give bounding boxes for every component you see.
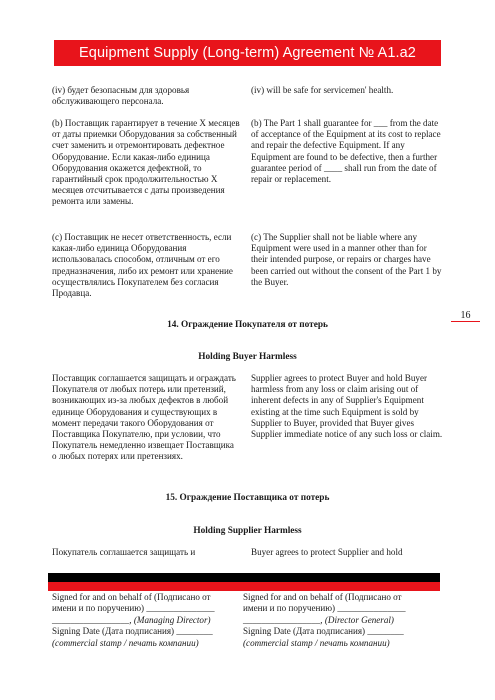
section-15-heading-ru: 15. Ограждение Поставщика от потерь: [165, 493, 330, 503]
section-15-body-ru: Покупатель соглашается защищать и: [52, 547, 196, 557]
document-title: Equipment Supply (Long-term) Agreement № A1.a2: [79, 45, 416, 61]
clause-c-en: (c) The Supplier shall not be liable where any Equipment were used in a manner other than for their intended purpose, or repairs or charges have been carried out without the consent of the Part 1 by the Buyer.: [251, 232, 442, 287]
clause-b-ru: (b) Поставщик гарантирует в течение X месяцев от даты приемки Оборудования за собственный счет заменить и отремонтировать дефектное Оборудование. Если какая-либо единица Оборудования окажется дефектной, то гарантийный срок продолжительностью X месяцев отсчитывается с даты произведения ремонта или замены.: [52, 118, 240, 207]
section-14-body-ru: Поставщик соглашается защищать и ограждать Покупателя от любых потерь или претензий, возникающих из-за любых дефектов в любой единице Оборудования и существующих в момент передачи такого Оборудования от Поставщика Покупателю, при условии, что Покупатель немедленно извещает Поставщика о любых потерях или претензиях.: [52, 373, 236, 462]
signing-date-line: Signing Date (Дата подписания) ________: [52, 626, 213, 637]
signature-title-line: _________________, (Managing Director): [52, 614, 211, 625]
clause-iv-en: (iv) will be safe for servicemen' health.: [251, 85, 394, 95]
clause-c-ru: (c) Поставщик не несет ответственность, если какая-либо единица Оборудования использовалась способом, отличным от его предназначения, либо их ремонт или хранение осуществлялись Покупателем без согласия Продавца.: [52, 232, 233, 299]
footer-black-band: [48, 573, 440, 582]
section-14-heading-en: Holding Buyer Harmless: [198, 352, 297, 362]
page-number-underline: [451, 321, 480, 322]
footer-red-band: [48, 582, 440, 591]
page-number: 16: [460, 310, 471, 321]
signature-line: имени и по поручению) _______________: [243, 603, 406, 614]
signature-block-buyer: [52, 592, 242, 649]
section-15-body-en: Buyer agrees to protect Supplier and hold: [251, 547, 403, 557]
section-15-heading-en: Holding Supplier Harmless: [193, 526, 302, 536]
signature-line: имени и по поручению) _______________: [52, 603, 215, 614]
stamp-line: (commercial stamp / печать компании): [52, 637, 199, 648]
signature-block-supplier: [243, 592, 441, 649]
clause-b-en: (b) The Part 1 shall guarantee for ___ from the date of acceptance of the Equipment at its cost to replace and repair the defective Equipment. If any Equipment are found to be defective, then a further guarantee period of ____ shall run from the date of repair or replacement.: [251, 118, 441, 185]
signature-line: Signed for and on behalf of (Подписано от: [52, 592, 211, 602]
section-14-body-en: Supplier agrees to protect Buyer and hold Buyer harmless from any loss or claim arising out of inherent defects in any of Supplier's Equipment existing at the time such Equipment is sold by Supplier to Buyer, provided that Buyer gives Supplier immediate notice of any such loss or claim.: [251, 373, 443, 440]
stamp-line: (commercial stamp / печать компании): [243, 637, 390, 648]
signature-title-line: _________________, (Director General): [243, 614, 394, 625]
section-14-heading-ru: 14. Ограждение Покупателя от потерь: [167, 320, 328, 330]
signing-date-line: Signing Date (Дата подписания) ________: [243, 626, 404, 637]
header-bar: [54, 40, 441, 66]
clause-iv-ru: (iv) будет безопасным для здоровья обслуживающего персонала.: [52, 85, 190, 107]
signature-line: Signed for and on behalf of (Подписано от: [243, 592, 402, 602]
